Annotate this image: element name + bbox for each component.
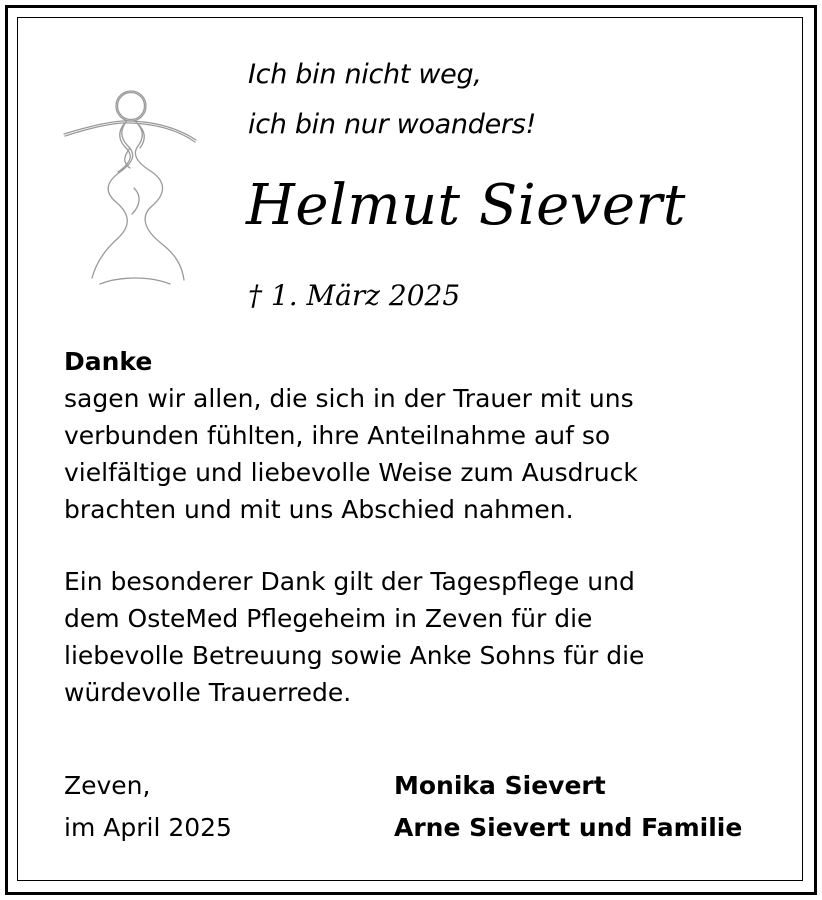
text-line: Ein besonderer Dank gilt der Tagespflege und <box>64 567 635 596</box>
text-line: liebevolle Betreuung sowie Anke Sohns für die <box>64 641 645 670</box>
signer-1: Monika Sievert <box>394 771 606 800</box>
thanks-paragraph-1 <box>64 380 784 528</box>
death-date: † 1. März 2025 <box>248 279 461 312</box>
thanks-heading: Danke <box>64 347 153 376</box>
text-line: vielfältige und liebevolle Weise zum Ausdruck <box>64 458 638 487</box>
text-line: verbunden fühlten, ihre Anteilnahme auf so <box>64 421 611 450</box>
text-line: dem OsteMed Pflegeheim in Zeven für die <box>64 604 593 633</box>
signer-2: Arne Sievert und Familie <box>394 813 743 842</box>
date: im April 2025 <box>64 813 232 842</box>
place-date <box>64 765 232 849</box>
text-line: brachten und mit uns Abschied nahmen. <box>64 495 574 524</box>
thanks-paragraph-2 <box>64 563 784 711</box>
place: Zeven, <box>64 771 151 800</box>
deceased-name: Helmut Sievert <box>246 173 686 238</box>
text-line: sagen wir allen, die sich in der Trauer mit uns <box>64 384 634 413</box>
motto-line-2: ich bin nur woanders! <box>248 109 536 140</box>
signers <box>394 765 742 849</box>
text-line: würdevolle Trauerrede. <box>64 678 352 707</box>
motto-line-1: Ich bin nicht weg, <box>248 59 482 90</box>
path-into-sun-icon <box>60 88 200 288</box>
